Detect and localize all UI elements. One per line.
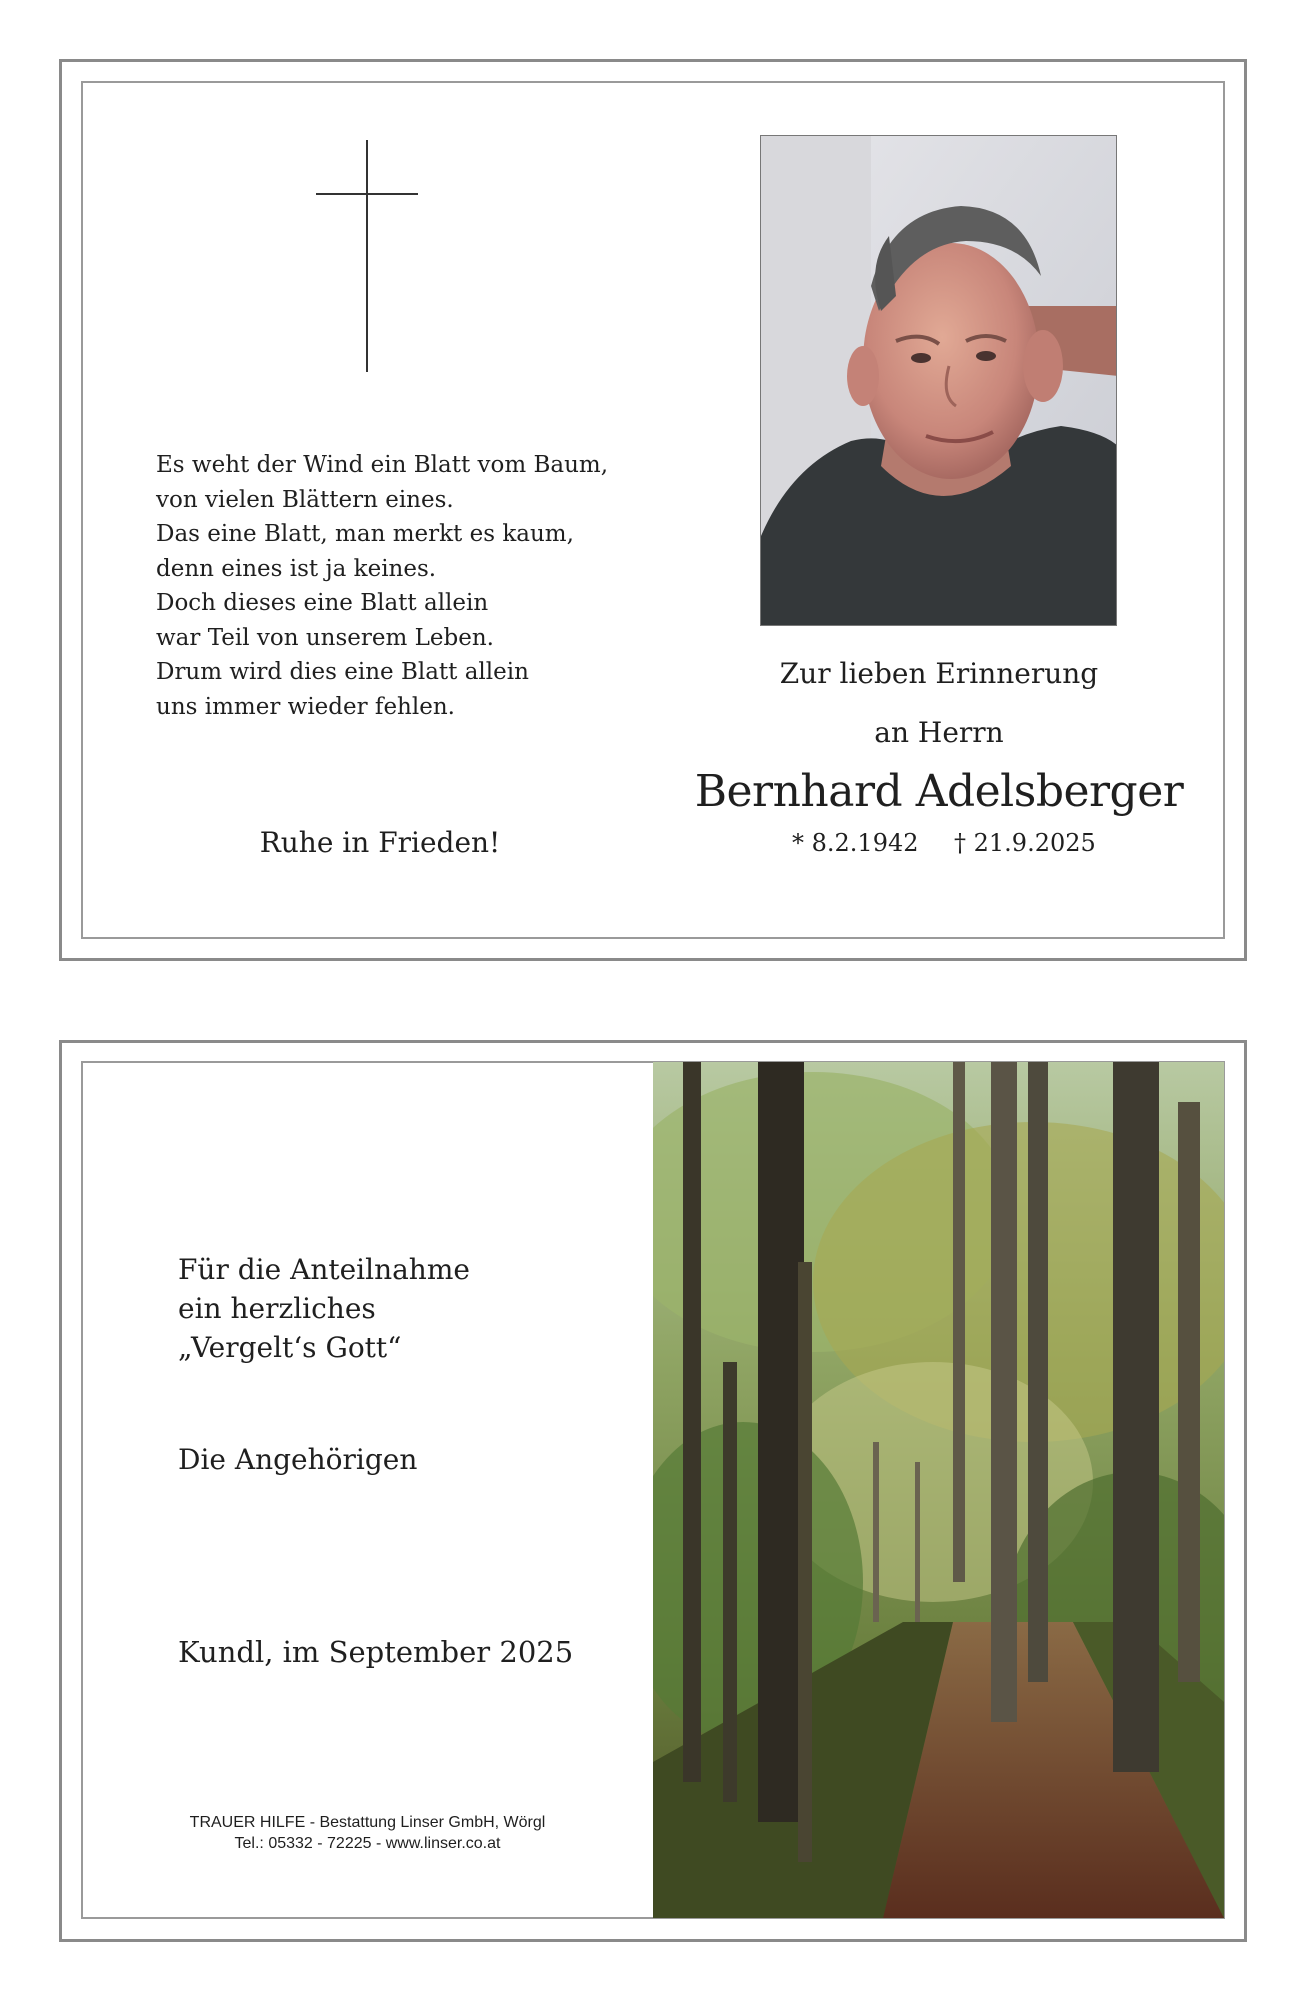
portrait-photo xyxy=(760,135,1117,626)
funeral-home-imprint xyxy=(150,1812,585,1854)
poem-line: Doch dieses eine Blatt allein xyxy=(156,590,489,616)
memory-line: Zur lieben Erinnerung xyxy=(779,657,1099,690)
poem-line: von vielen Blättern eines. xyxy=(156,486,454,513)
thanks-line: Für die Anteilnahme xyxy=(178,1253,470,1286)
poem-line: Das eine Blatt, man merkt es kaum, xyxy=(156,521,574,547)
poem-line: Drum wird dies eine Blatt allein xyxy=(156,659,529,685)
birth-date: * 8.2.1942 xyxy=(792,829,919,857)
thanks-line: „Vergelt‘s Gott“ xyxy=(178,1331,402,1364)
salutation: an Herrn xyxy=(874,716,1004,749)
relatives-signature: Die Angehörigen xyxy=(178,1443,418,1476)
poem-line: war Teil von unserem Leben. xyxy=(156,624,494,651)
poem-line: denn eines ist ja keines. xyxy=(156,555,437,582)
deceased-name: Bernhard Adelsberger xyxy=(694,766,1184,817)
death-date: † 21.9.2025 xyxy=(954,829,1096,857)
forest-path-photo xyxy=(653,1062,1224,1918)
thanks-line: ein herzliches xyxy=(178,1292,376,1325)
poem xyxy=(156,448,636,724)
funeral-home-name: TRAUER HILFE - Bestattung Linser GmbH, Wörgl xyxy=(189,1814,546,1831)
poem-line: uns immer wieder fehlen. xyxy=(156,693,455,720)
poem-line: Es weht der Wind ein Blatt vom Baum, xyxy=(156,452,609,478)
funeral-home-contact: Tel.: 05332 - 72225 - www.linser.co.at xyxy=(234,1835,501,1852)
rest-in-peace: Ruhe in Frieden! xyxy=(259,826,501,859)
place-date: Kundl, im September 2025 xyxy=(178,1635,574,1669)
